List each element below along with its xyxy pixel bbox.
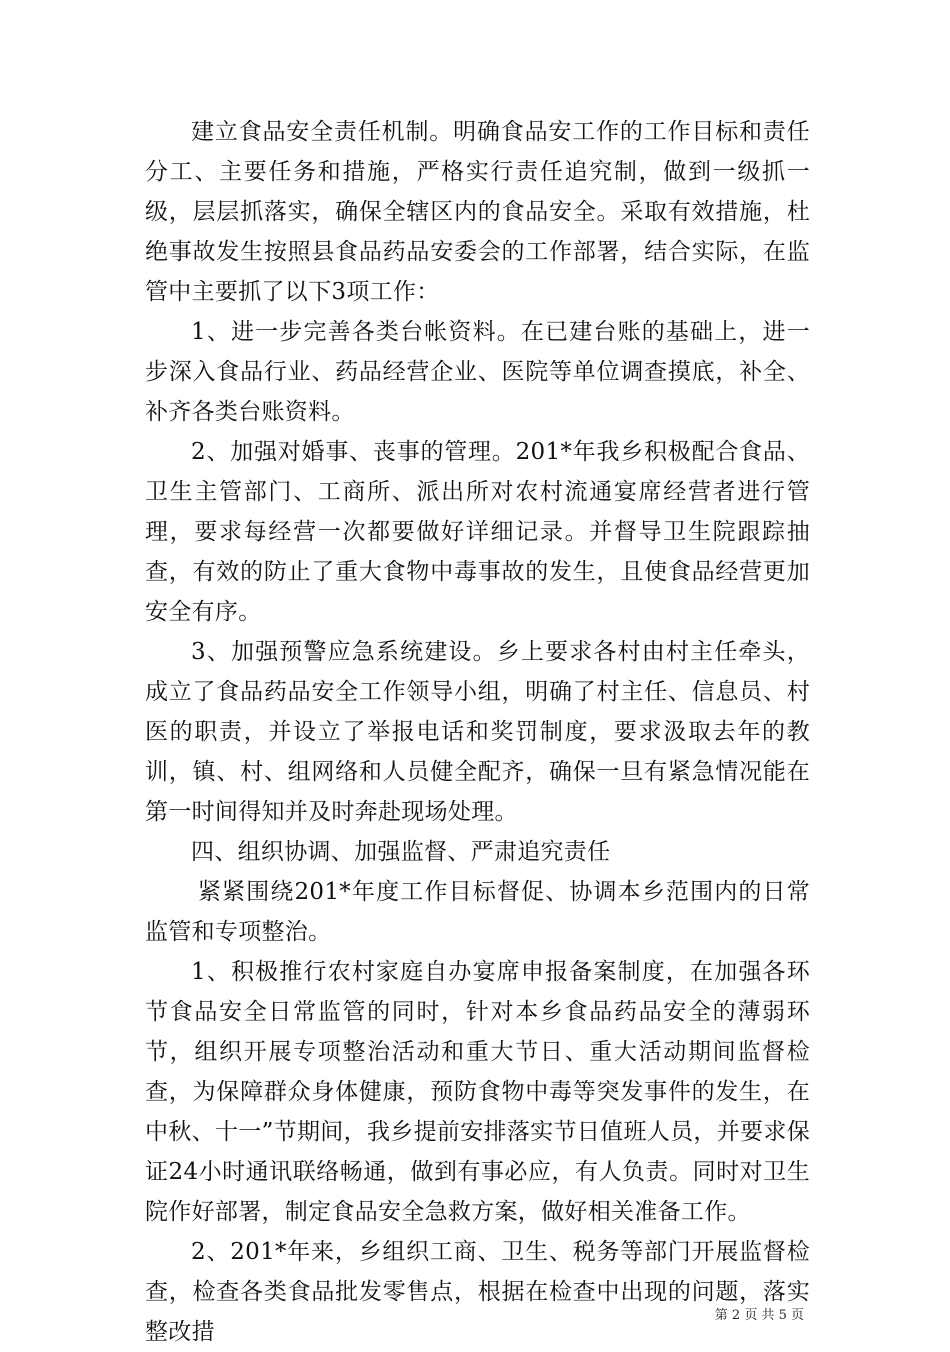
paragraph-banquet-management: 2、加强对婚事、丧事的管理。201*年我乡积极配合食品、卫生主管部门、工商所、派出所对农村流通宴席经营者进行管理，要求每经营一次都要做好详细记录。并督导卫生院跟踪抽查，有效的防止了重大食物中毒事故的发生，且使食品经营更加安全有序。 [145,439,810,625]
paragraph-ledger-records: 1、进一步完善各类台帐资料。在已建台账的基础上，进一步深入食品行业、药品经营企业、医院等单位调查摸底，补全、补齐各类台账资料。 [145,319,810,425]
section-heading-coordination: 四、组织协调、加强监督、严肃追究责任 [191,839,611,865]
document-body [145,112,810,1352]
paragraph-responsibility-mechanism: 建立食品安全责任机制。明确食品安工作的工作目标和责任分工、主要任务和措施，严格实行责任追究制，做到一级抓一级，层层抓落实，确保全辖区内的食品安全。采取有效措施，杜绝事故发生按照县食品药品安委会的工作部署，结合实际，在监管中主要抓了以下3项工作： [145,119,810,305]
paragraph-inspection: 2、201*年来，乡组织工商、卫生、税务等部门开展监督检查，检查各类食品批发零售点，根据在检查中出现的问题，落实整改措 [145,1239,810,1345]
paragraph-annual-goals: 紧紧围绕201*年度工作目标督促、协调本乡范围内的日常监管和专项整治。 [145,879,810,945]
paragraph-home-banquet-registration: 1、积极推行农村家庭自办宴席申报备案制度，在加强各环节食品安全日常监管的同时，针对本乡食品药品安全的薄弱环节，组织开展专项整治活动和重大节日、重大活动期间监督检查，为保障群众身体健康，预防食物中毒等突发事件的发生，在中秋、十一”节期间，我乡提前安排落实节日值班人员，并要求保证24小时通讯联络畅通，做到有事必应，有人负责。同时对卫生院作好部署，制定食品安全急救方案，做好相关准备工作。 [145,959,810,1225]
paragraph-emergency-system: 3、加强预警应急系统建设。乡上要求各村由村主任牵头，成立了食品药品安全工作领导小组，明确了村主任、信息员、村医的职责，并设立了举报电话和奖罚制度，要求汲取去年的教训，镇、村、组网络和人员健全配齐，确保一旦有紧急情况能在第一时间得知并及时奔赴现场处理。 [145,639,810,825]
page-number: 第 2 页 共 5 页 [714,1308,804,1323]
